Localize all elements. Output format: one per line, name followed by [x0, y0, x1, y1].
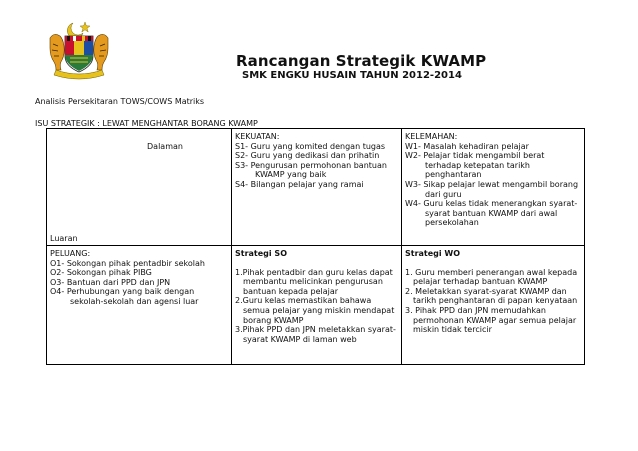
- list-item: O4- Perhubungan yang baik dengan sekolah-sekolah dan agensi luar: [50, 287, 199, 306]
- list-item: S1- Guru yang komited dengan tugas: [235, 141, 386, 151]
- strengths-cell: [232, 129, 402, 246]
- list-item: S4- Bilangan pelajar yang ramai: [235, 179, 364, 189]
- strategic-issue-label: ISU STRATEGIK : LEWAT MENGHANTAR BORANG KWAMP: [35, 119, 258, 128]
- list-item: 3. Pihak PPD dan JPN memudahkan permohonan KWAMP agar semua pelajar miskin tidak tercicir: [405, 305, 577, 335]
- opportunities-cell: [47, 246, 232, 365]
- analysis-label: Analisis Persekitaran TOWS/COWS Matriks: [35, 97, 205, 106]
- list-item: 1. Guru memberi penerangan awal kepada pelajar terhadap bantuan KWAMP: [405, 267, 578, 287]
- strategy-so-cell: [232, 246, 402, 365]
- list-item: W1- Masalah kehadiran pelajar: [405, 141, 529, 151]
- list-item: O2- Sokongan pihak PIBG: [50, 268, 152, 278]
- page-title: Rancangan Strategik KWAMP: [236, 52, 487, 70]
- list-item: S3- Pengurusan permohonan bantuan KWAMP yang baik: [235, 160, 387, 180]
- internal-label: Dalaman: [147, 142, 183, 151]
- list-item: 3.Pihak PPD dan JPN meletakkan syarat-syarat KWAMP di laman web: [235, 325, 396, 344]
- table-row: [47, 246, 585, 365]
- external-label: Luaran: [50, 234, 78, 244]
- list-item: O3- Bantuan dari PPD dan JPN: [50, 277, 171, 287]
- opportunities-heading: PELUANG:: [50, 249, 91, 258]
- matrix-corner-cell: [47, 129, 232, 246]
- list-item: S2- Guru yang dedikasi dan prihatin: [235, 151, 380, 161]
- list-item: 2.Guru kelas memastikan bahawa semua pelajar yang miskin mendapat borang KWAMP: [235, 296, 395, 325]
- strategy-wo-cell: [402, 246, 585, 365]
- list-item: 2. Meletakkan syarat-syarat KWAMP dan tarikh penghantaran di papan kenyataan: [405, 286, 578, 306]
- strategy-wo-heading: Strategi WO: [405, 249, 461, 258]
- list-item: W2- Pelajar tidak mengambil berat terhadap ketepatan tarikh penghantaran: [405, 151, 545, 180]
- list-item: W3- Sikap pelajar lewat mengambil borang dari guru: [405, 179, 579, 199]
- strategy-so-heading: Strategi SO: [235, 249, 287, 258]
- coat-of-arms-emblem: [44, 20, 114, 80]
- strengths-heading: KEKUATAN:: [235, 132, 280, 141]
- list-item: O1- Sokongan pihak pentadbir sekolah: [50, 258, 205, 268]
- page-subtitle: SMK ENGKU HUSAIN TAHUN 2012-2014: [242, 70, 462, 81]
- list-item: 1.Pihak pentadbir dan guru kelas dapat membantu melicinkan pengurusan bantuan kepada pelajar: [235, 267, 393, 296]
- weaknesses-heading: KELEMAHAN:: [405, 132, 458, 141]
- list-item: W4- Guru kelas tidak menerangkan syarat-syarat bantuan KWAMP dari awal persekolahan: [405, 199, 578, 228]
- weaknesses-cell: [402, 129, 585, 246]
- tows-matrix-table: [46, 128, 585, 365]
- table-row: [47, 129, 585, 246]
